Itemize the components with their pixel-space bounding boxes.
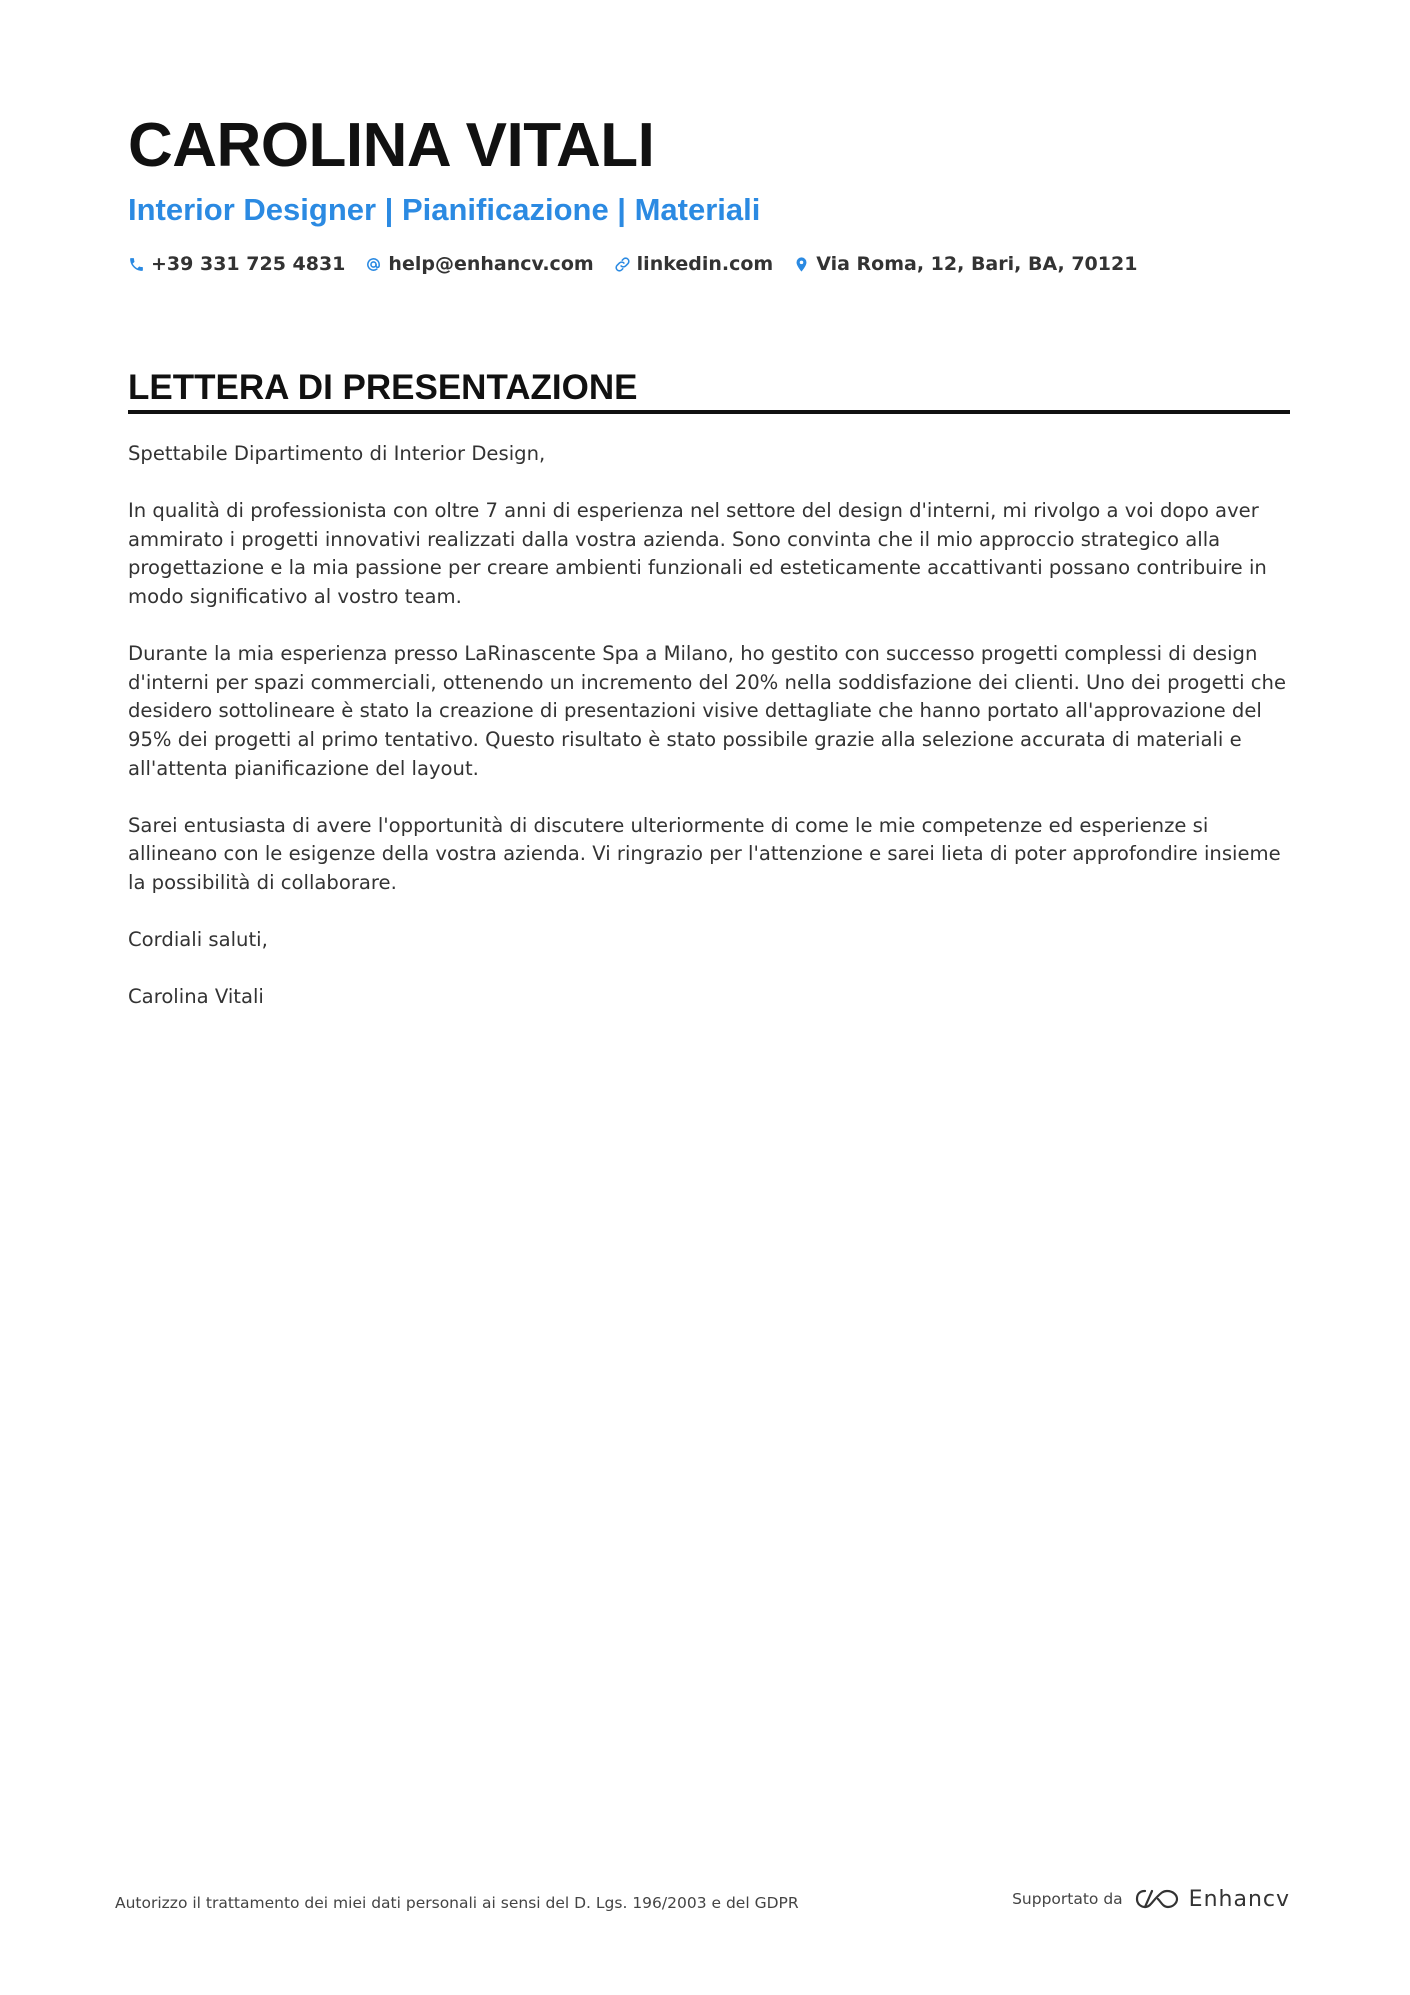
section-divider bbox=[128, 410, 1290, 414]
contact-address bbox=[793, 250, 1137, 278]
contact-phone[interactable] bbox=[128, 250, 345, 278]
letter-closing: Cordiali saluti, bbox=[128, 928, 268, 952]
location-pin-icon bbox=[793, 256, 810, 273]
letter-signature: Carolina Vitali bbox=[128, 985, 264, 1009]
contact-bar bbox=[128, 250, 1288, 278]
email-text: help@enhancv.com bbox=[388, 253, 594, 275]
phone-text: +39 331 725 4831 bbox=[151, 253, 346, 275]
privacy-consent-note: Autorizzo il trattamento dei miei dati personali ai sensi del D. Lgs. 196/2003 e del GDPR bbox=[115, 1894, 799, 1912]
supported-by-brand[interactable] bbox=[1012, 1886, 1290, 1912]
candidate-name: CAROLINA VITALI bbox=[128, 111, 655, 180]
letter-salutation: Spettabile Dipartimento di Interior Design, bbox=[128, 442, 546, 465]
candidate-title: Interior Designer | Pianificazione | Materiali bbox=[128, 192, 761, 227]
enhancv-logo-icon bbox=[1135, 1886, 1181, 1912]
phone-icon bbox=[128, 256, 145, 273]
section-title: LETTERA DI PRESENTAZIONE bbox=[128, 368, 638, 407]
header bbox=[128, 108, 1288, 278]
contact-email[interactable] bbox=[365, 250, 593, 278]
contact-linkedin[interactable] bbox=[614, 250, 774, 278]
letter-body bbox=[128, 440, 1293, 1040]
letter-paragraph: Durante la mia esperienza presso LaRinascente Spa a Milano, ho gestito con successo progetti complessi di design d'interni per spazi commerciali, ottenendo un incremento del 20% nella soddisfazione dei clienti. Uno dei progetti che desidero sottolineare è stato la creazione di presentazioni visive dettagliate che hanno portato all'approvazione del 95% dei progetti al primo tentativo. Questo risultato è stato possibile grazie alla selezione accurata di materiali e all'attenta pianificazione del layout. bbox=[128, 642, 1287, 780]
at-icon bbox=[365, 256, 382, 273]
letter-paragraph: In qualità di professionista con oltre 7 anni di esperienza nel settore del design d'interni, mi rivolgo a voi dopo aver ammirato i progetti innovativi realizzati dalla vostra azienda. Sono convinta che il mio approccio strategico alla progettazione e la mia passione per creare ambienti funzionali ed esteticamente accattivanti possano contribuire in modo significativo al vostro team. bbox=[128, 499, 1267, 608]
supported-by-label: Supportato da bbox=[1012, 1890, 1123, 1908]
address-text: Via Roma, 12, Bari, BA, 70121 bbox=[816, 253, 1138, 275]
linkedin-text: linkedin.com bbox=[636, 253, 774, 275]
brand-name: Enhancv bbox=[1188, 1886, 1290, 1912]
letter-paragraph: Sarei entusiasta di avere l'opportunità di discutere ulteriormente di come le mie competenze ed esperienze si allineano con le esigenze della vostra azienda. Vi ringrazio per l'attenzione e sarei lieta di poter approfondire insieme la possibilità di collaborare. bbox=[128, 813, 1281, 894]
link-icon bbox=[614, 256, 631, 273]
